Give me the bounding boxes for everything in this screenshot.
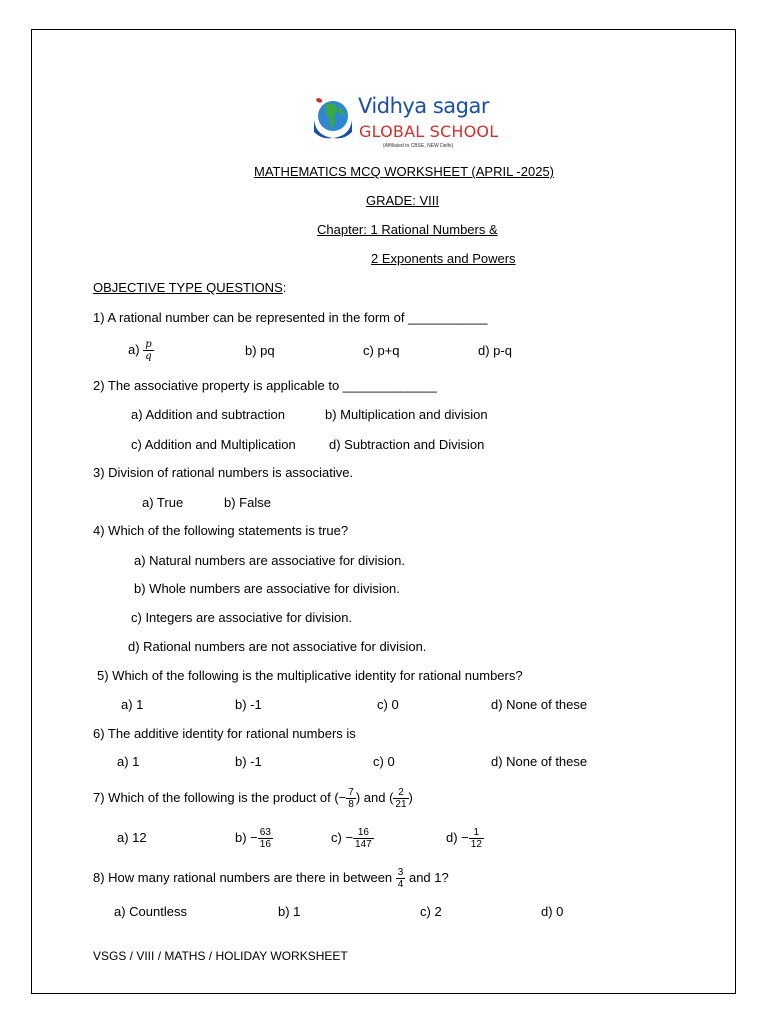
q8-text-end: and 1? bbox=[408, 870, 449, 885]
school-name-line1: Vidhya sagar bbox=[358, 94, 489, 118]
fraction-denominator: 16 bbox=[259, 839, 271, 851]
question-1: 1) A rational number can be represented in the form of ___________ bbox=[93, 310, 488, 325]
q5-option-b: b) -1 bbox=[235, 697, 262, 712]
q3-option-b: b) False bbox=[224, 495, 271, 510]
q7-option-a: a) 12 bbox=[117, 830, 147, 845]
q7-option-b bbox=[235, 820, 273, 856]
q5-option-c: c) 0 bbox=[377, 697, 399, 712]
q4-option-c: c) Integers are associative for division. bbox=[131, 610, 353, 625]
q7-option-d-fraction bbox=[469, 827, 484, 850]
q8-option-c: c) 2 bbox=[420, 904, 442, 919]
fraction-denominator: q bbox=[145, 351, 152, 363]
fraction-denominator: 4 bbox=[397, 879, 404, 891]
q7-option-c bbox=[331, 820, 374, 856]
q2-option-a: a) Addition and subtraction bbox=[131, 407, 285, 422]
question-5: 5) Which of the following is the multiplicative identity for rational numbers? bbox=[97, 668, 523, 683]
question-4: 4) Which of the following statements is true? bbox=[93, 523, 349, 538]
fraction-numerator: 63 bbox=[259, 827, 271, 839]
q4-option-a: a) Natural numbers are associative for division. bbox=[134, 553, 405, 568]
q6-option-a: a) 1 bbox=[117, 754, 140, 769]
q6-option-c: c) 0 bbox=[373, 754, 395, 769]
q1-option-d: d) p-q bbox=[478, 343, 512, 358]
fraction-denominator: 8 bbox=[348, 799, 354, 811]
q6-option-b: b) -1 bbox=[235, 754, 262, 769]
fraction-denominator: 147 bbox=[355, 839, 372, 851]
q8-fraction bbox=[396, 867, 406, 890]
q2-option-c: c) Addition and Multiplication bbox=[131, 437, 296, 452]
q1-option-a-prefix: a) bbox=[128, 342, 140, 357]
q7-option-b-prefix: b) − bbox=[235, 830, 258, 845]
q7-option-b-fraction bbox=[258, 827, 273, 850]
q5-option-d: d) None of these bbox=[491, 697, 588, 712]
school-name-line2: GLOBAL SCHOOL bbox=[359, 122, 499, 141]
q7-option-d-prefix: d) − bbox=[446, 830, 469, 845]
q8-option-b: b) 1 bbox=[278, 904, 301, 919]
q1-option-a bbox=[128, 337, 154, 363]
q7-option-d bbox=[446, 820, 484, 856]
q1-option-a-fraction bbox=[143, 339, 153, 362]
q7-option-c-fraction bbox=[353, 827, 374, 850]
page-footer: VSGS / VIII / MATHS / HOLIDAY WORKSHEET bbox=[93, 949, 348, 963]
fraction-numerator: 7 bbox=[348, 787, 354, 799]
q7-text-end: ) bbox=[408, 790, 413, 805]
q4-option-d: d) Rational numbers are not associative for division. bbox=[128, 639, 427, 654]
q7-fraction-2 bbox=[393, 787, 408, 810]
section-heading-colon: : bbox=[282, 280, 287, 295]
fraction-denominator: 21 bbox=[395, 799, 407, 811]
question-3: 3) Division of rational numbers is associative. bbox=[93, 465, 354, 480]
fraction-denominator: 12 bbox=[470, 839, 482, 851]
q1-option-b: b) pq bbox=[245, 343, 275, 358]
fraction-numerator: 3 bbox=[397, 867, 404, 879]
q6-option-d: d) None of these bbox=[491, 754, 588, 769]
q8-option-a: a) Countless bbox=[114, 904, 187, 919]
q8-option-d: d) 0 bbox=[541, 904, 564, 919]
q7-fraction-1 bbox=[346, 787, 356, 810]
section-heading bbox=[93, 280, 286, 296]
fraction-numerator: 2 bbox=[393, 787, 408, 799]
q5-option-a: a) 1 bbox=[121, 697, 144, 712]
fraction-numerator: 16 bbox=[353, 827, 374, 839]
question-2: 2) The associative property is applicable to _____________ bbox=[93, 378, 437, 393]
question-7 bbox=[93, 780, 413, 816]
fraction-numerator: 1 bbox=[469, 827, 484, 839]
q1-option-c: c) p+q bbox=[363, 343, 400, 358]
fraction-numerator: p bbox=[145, 339, 152, 351]
grade-label: GRADE: VIII bbox=[366, 193, 439, 208]
q7-text-start: 7) Which of the following is the product of (− bbox=[93, 790, 347, 805]
question-8 bbox=[93, 860, 449, 896]
chapter-line-1: Chapter: 1 Rational Numbers & bbox=[317, 222, 498, 237]
q2-option-d: d) Subtraction and Division bbox=[329, 437, 485, 452]
school-affiliation: (Affiliated to CBSE, NEW Delhi) bbox=[383, 143, 454, 149]
q2-option-b: b) Multiplication and division bbox=[325, 407, 488, 422]
q7-text-mid: ) and ( bbox=[355, 790, 394, 805]
q8-text-start: 8) How many rational numbers are there in between bbox=[93, 870, 393, 885]
q7-option-c-prefix: c) − bbox=[331, 830, 354, 845]
chapter-line-2: 2 Exponents and Powers bbox=[371, 251, 516, 266]
q3-option-a: a) True bbox=[142, 495, 184, 510]
question-6: 6) The additive identity for rational numbers is bbox=[93, 726, 356, 741]
q4-option-b: b) Whole numbers are associative for division. bbox=[134, 581, 400, 596]
section-heading-text: OBJECTIVE TYPE QUESTIONS bbox=[93, 280, 283, 295]
worksheet-title: MATHEMATICS MCQ WORKSHEET (APRIL -2025) bbox=[254, 164, 555, 179]
